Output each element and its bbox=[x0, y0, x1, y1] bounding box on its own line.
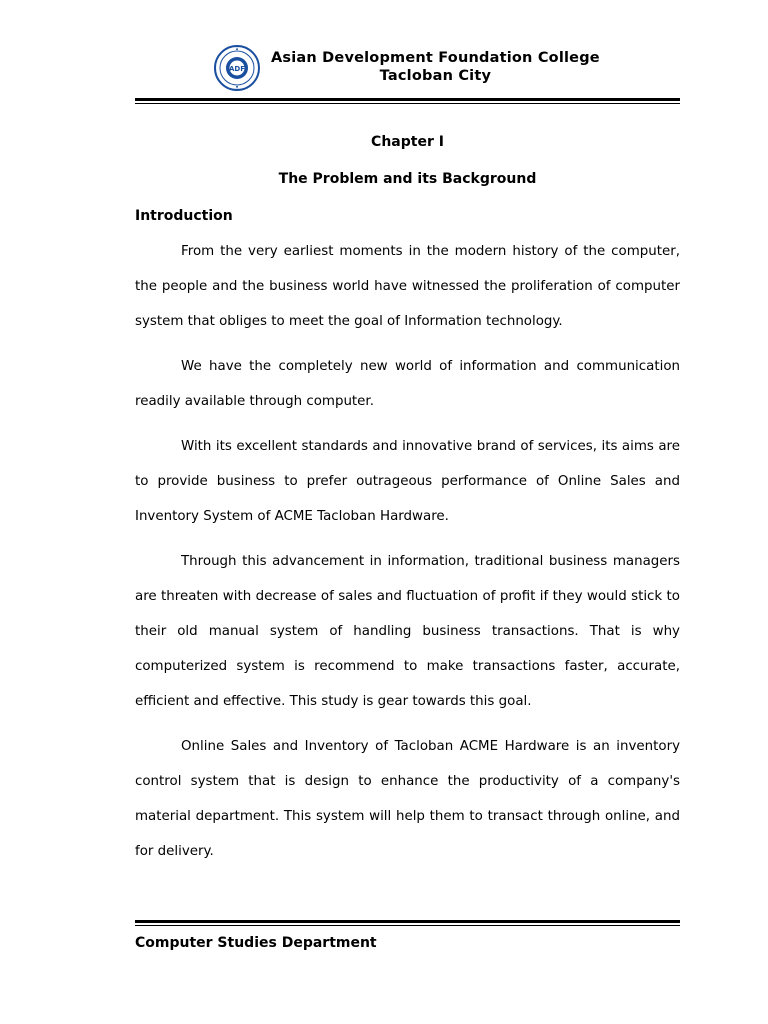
body-paragraph: Online Sales and Inventory of Tacloban ACME Hardware is an inventory control system that is design to enhance the productivity of a company's material department. This system will help them to transact through online, and for delivery. bbox=[135, 739, 680, 859]
institution-name: Asian Development Foundation College bbox=[271, 50, 600, 67]
footer-department: Computer Studies Department bbox=[135, 935, 377, 951]
document-content bbox=[135, 44, 680, 869]
body-paragraph: We have the completely new world of information and communication readily available through computer. bbox=[135, 359, 680, 409]
section-heading-introduction: Introduction bbox=[135, 208, 233, 224]
svg-text:ADF: ADF bbox=[228, 65, 246, 73]
body-paragraph: From the very earliest moments in the modern history of the computer, the people and the business world have witnessed the proliferation of computer system that obliges to meet the goal of Information technology. bbox=[135, 244, 680, 329]
header-institution-block bbox=[271, 50, 600, 85]
document-header bbox=[135, 44, 680, 92]
institution-location: Tacloban City bbox=[379, 68, 492, 84]
chapter-subtitle: The Problem and its Background bbox=[278, 171, 537, 187]
body-paragraph: With its excellent standards and innovative brand of services, its aims are to provide business to prefer outrageous performance of Online Sales and Inventory System of ACME Tacloban Hardware. bbox=[135, 439, 680, 524]
footer-divider bbox=[135, 920, 680, 926]
header-divider bbox=[135, 98, 680, 104]
adfc-seal-logo-icon bbox=[213, 44, 261, 92]
document-footer bbox=[135, 920, 680, 951]
body-paragraph: Through this advancement in information, traditional business managers are threaten with decrease of sales and fluctuation of profit if they would stick to their old manual system of handling business transactions. That is why computerized system is recommend to make transactions faster, accurate, efficient and effective. This study is gear towards this goal. bbox=[135, 554, 680, 709]
chapter-title: Chapter I bbox=[371, 134, 444, 150]
